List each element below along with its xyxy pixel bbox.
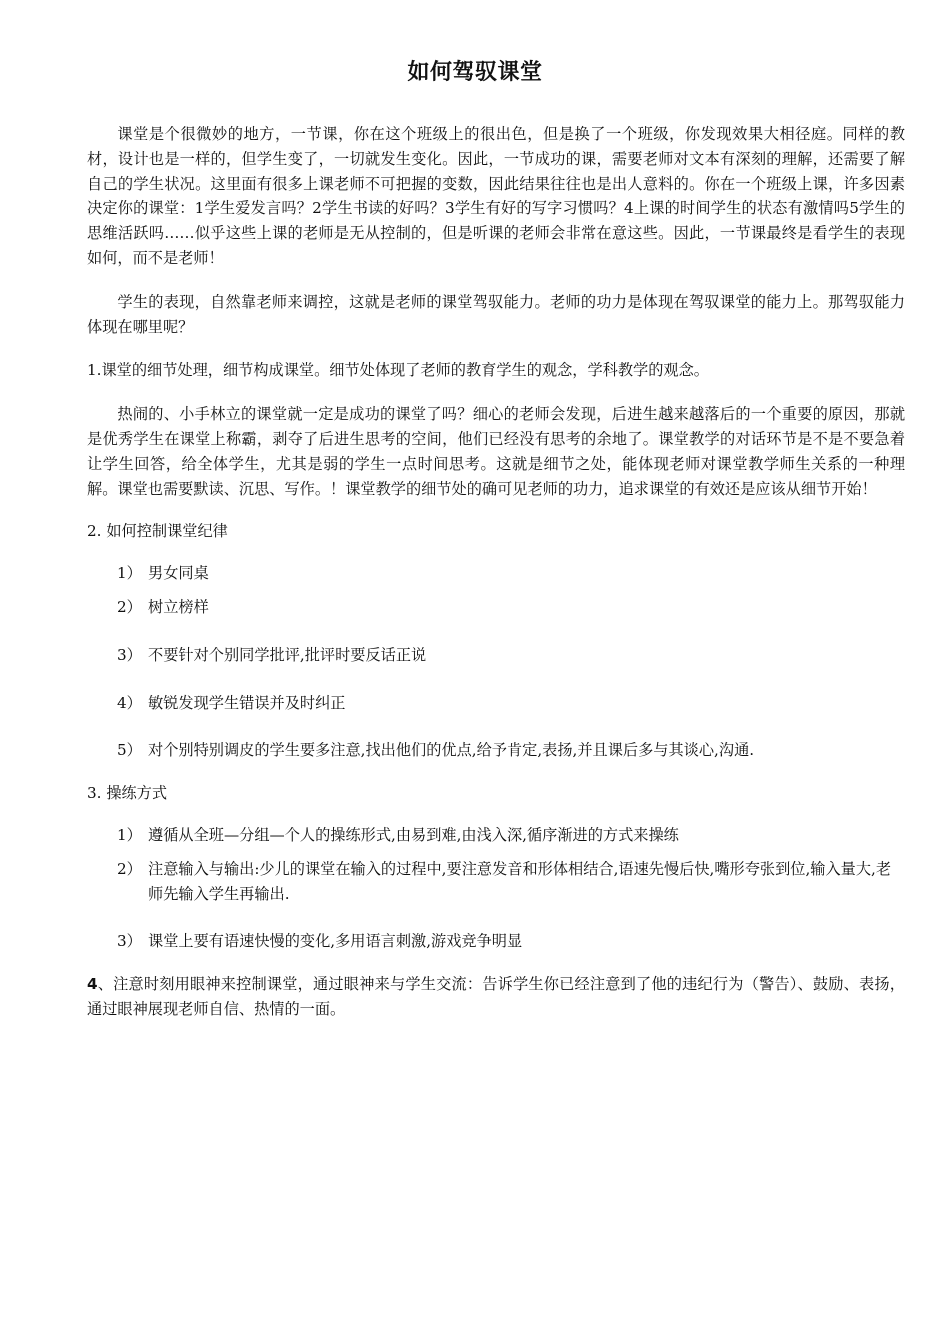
section-1-heading: 1.课堂的细节处理，细节构成课堂。细节处体现了老师的教育学生的观念，学科教学的观念。	[87, 361, 709, 380]
list-item: 1） 遵循从全班—分组—个人的操练形式,由易到难,由浅入深,循序渐进的方式来操练	[117, 825, 679, 844]
section-2-heading: 2. 如何控制课堂纪律	[87, 522, 228, 541]
document-body	[87, 122, 905, 1022]
section-3-heading: 3. 操练方式	[87, 784, 168, 803]
paragraph-control-ability: 学生的表现，自然靠老师来调控，这就是老师的课堂驾驭能力。老师的功力是体现在驾驭课堂的能力上。那驾驭能力体现在哪里呢？	[87, 292, 905, 336]
list-item: 5） 对个别特别调皮的学生要多注意,找出他们的优点,给予肯定,表扬,并且课后多与其谈心,沟通.	[117, 741, 755, 760]
list-item: 4） 敏锐发现学生错误并及时纠正	[117, 693, 346, 712]
practice-list	[87, 823, 905, 954]
paragraph-details: 热闹的、小手林立的课堂就一定是成功的课堂了吗？细心的老师会发现，后进生越来越落后的一个重要的原因，那就是优秀学生在课堂上称霸，剥夺了后进生思考的空间，他们已经没有思考的余地了。课堂教学的对话环节是不是不要急着让学生回答，给全体学生，尤其是弱的学生一点时间思考。这就是细节之处，能体现老师对课堂教学师生关系的一种理解。课堂也需要默读、沉思、写作。！课堂教学的细节处的确可见老师的功力，追求课堂的有效还是应该从细节开始！	[87, 405, 905, 498]
list-item: 3） 不要针对个别同学批评,批评时要反话正说	[117, 645, 427, 664]
list-item: 2） 注意输入与输出:少儿的课堂在输入的过程中,要注意发音和形体相结合,语速先慢后快,嘴形夸张到位,输入量大,老师先输入学生再输出.	[117, 859, 892, 903]
list-item: 1） 男女同桌	[117, 564, 209, 583]
discipline-list	[87, 561, 905, 763]
document-title: 如何驾驭课堂	[407, 60, 543, 85]
list-item: 2） 树立榜样	[117, 597, 209, 616]
section-4-paragraph: 4、注意时刻用眼神来控制课堂，通过眼神来与学生交流：告诉学生你已经注意到了他的违纪行为（警告）、鼓励、表扬，通过眼神展现老师自信、热情的一面。	[87, 975, 905, 1018]
list-item: 3） 课堂上要有语速快慢的变化,多用语言刺激,游戏竞争明显	[117, 932, 523, 951]
paragraph-intro: 课堂是个很微妙的地方，一节课，你在这个班级上的很出色，但是换了一个班级，你发现效果大相径庭。同样的教材，设计也是一样的，但学生变了，一切就发生变化。因此，一节成功的课，需要老师对文本有深刻的理解，还需要了解自己的学生状况。这里面有很多上课老师不可把握的变数，因此结果往往也是出人意料的。你在一个班级上课，许多因素决定你的课堂：1学生爱发言吗？2学生书读的好吗？3学生有好的写字习惯吗？4上课的时间学生的状态有激情吗5学生的思维活跃吗……似乎这些上课的老师是无从控制的，但是听课的老师会非常在意这些。因此，一节课最终是看学生的表现如何，而不是老师！	[87, 125, 905, 267]
